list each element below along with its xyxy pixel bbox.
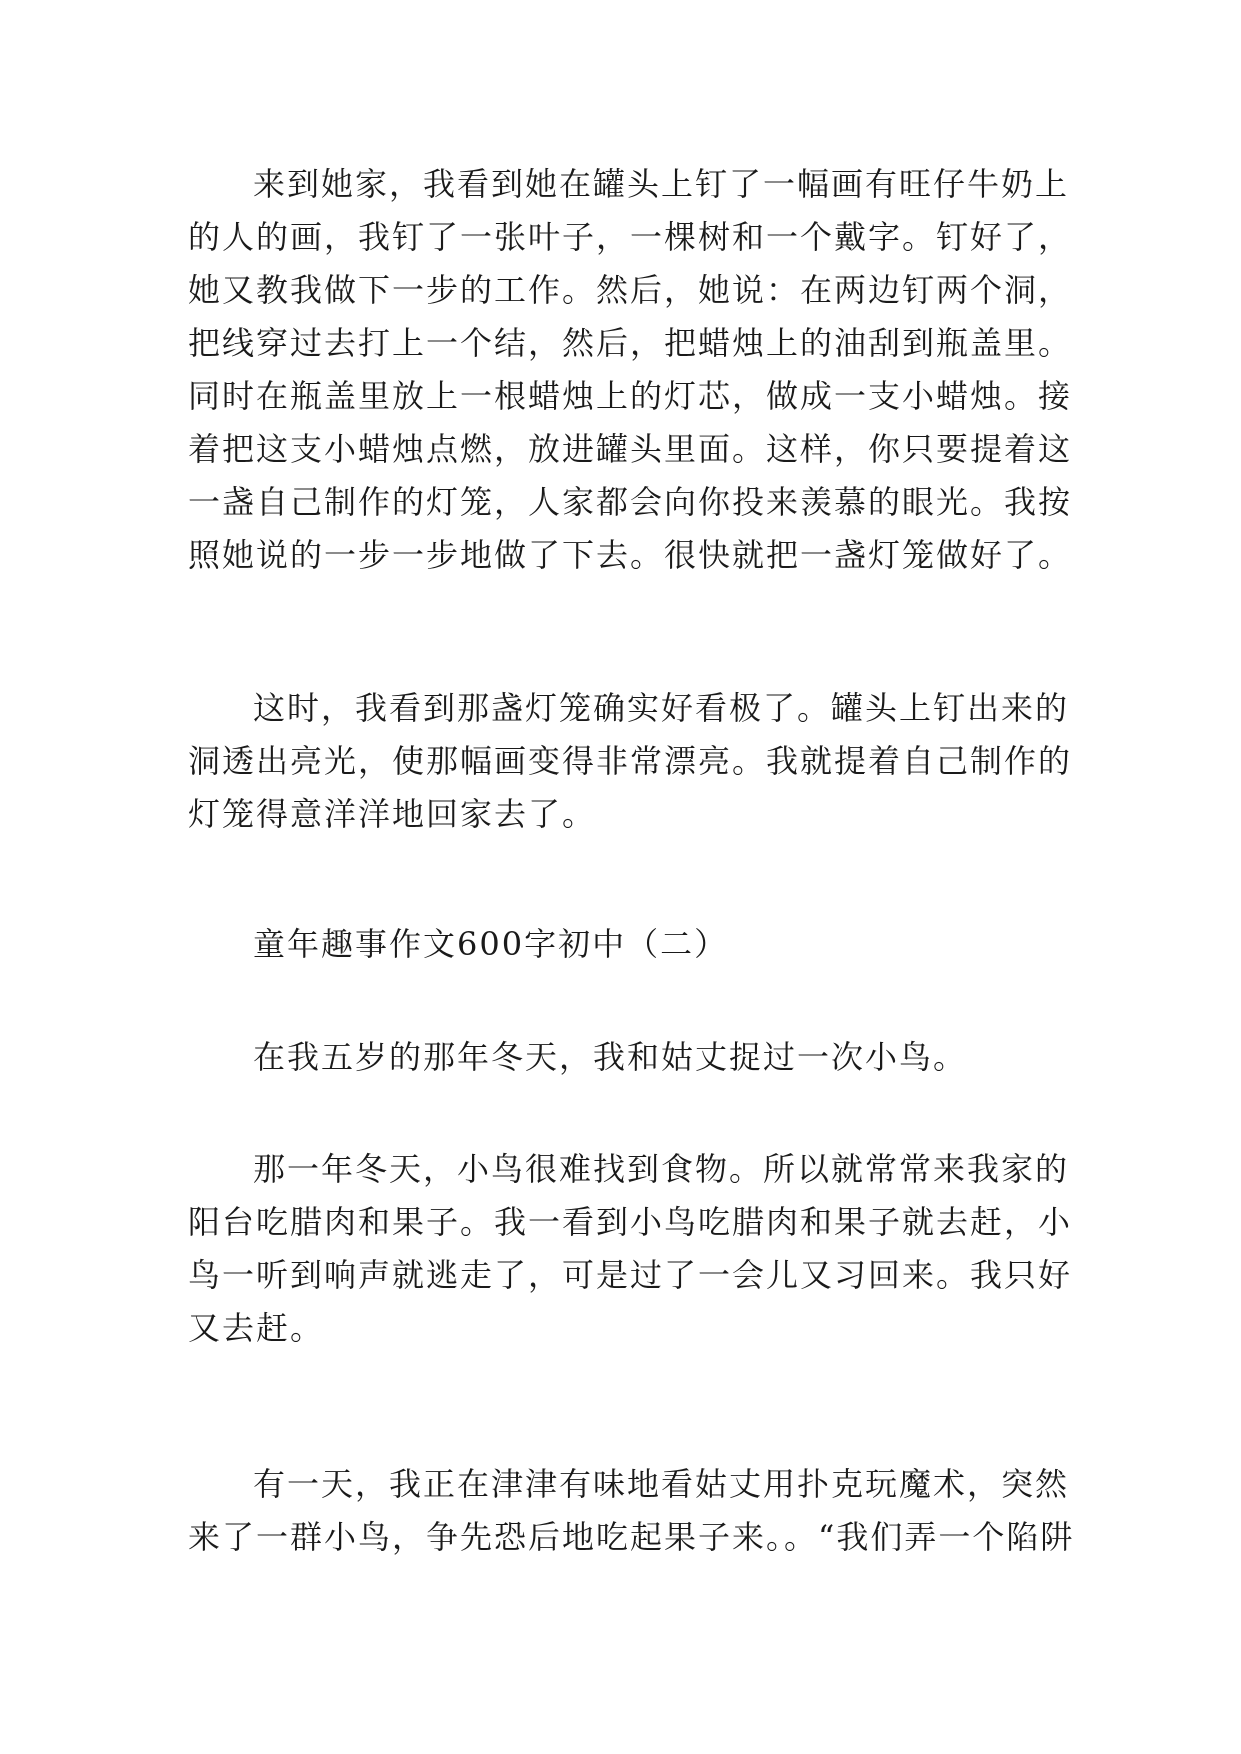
paragraph-line: 这时，我看到那盏灯笼确实好看极了。罐头上钉出来的 — [253, 689, 1070, 727]
paragraph-line: 鸟一听到响声就逃走了，可是过了一会儿又习回来。我只好 — [188, 1256, 1073, 1294]
section-heading — [188, 918, 1068, 971]
paragraph-line: 的人的画，我钉了一张叶子，一棵树和一个戴字。钉好了， — [188, 218, 1073, 256]
paragraph-birds-winter — [188, 1143, 1073, 1355]
paragraph-line: 又去赶。 — [188, 1309, 325, 1347]
paragraph-line: 一盏自己制作的灯笼，人家都会向你投来羡慕的眼光。我按 — [188, 483, 1073, 521]
paragraph-line: 同时在瓶盖里放上一根蜡烛上的灯芯，做成一支小蜡烛。接 — [188, 377, 1073, 415]
paragraph-line: 来到她家，我看到她在罐头上钉了一幅画有旺仔牛奶上 — [253, 165, 1070, 203]
paragraph-one-day — [188, 1458, 1075, 1564]
paragraph-line: 灯笼得意洋洋地回家去了。 — [188, 795, 597, 833]
paragraph-line: 洞透出亮光，使那幅画变得非常漂亮。我就提着自己制作的 — [188, 742, 1073, 780]
paragraph-lantern-making — [188, 158, 1073, 582]
paragraph-line: 把线穿过去打上一个结，然后，把蜡烛上的油刮到瓶盖里。 — [188, 324, 1073, 362]
paragraph-line: 她又教我做下一步的工作。然后，她说：在两边钉两个洞， — [188, 271, 1073, 309]
paragraph-lantern-result — [188, 682, 1073, 841]
paragraph-line: 着把这支小蜡烛点燃，放进罐头里面。这样，你只要提着这 — [188, 430, 1073, 468]
paragraph-line: 阳台吃腊肉和果子。我一看到小鸟吃腊肉和果子就去赶，小 — [188, 1203, 1073, 1241]
paragraph-line: 有一天，我正在津津有味地看姑丈用扑克玩魔术，突然 — [253, 1465, 1070, 1503]
paragraph-line: 那一年冬天，小鸟很难找到食物。所以就常常来我家的 — [253, 1150, 1070, 1188]
paragraph-line: 照她说的一步一步地做了下去。很快就把一盏灯笼做好了。 — [188, 536, 1073, 574]
paragraph-line: 来了一群小鸟，争先恐后地吃起果子来。。“我们弄一个陷阱 — [188, 1518, 1075, 1556]
paragraph-intro — [188, 1031, 1068, 1084]
section-heading-text: 童年趣事作文600字初中（二） — [253, 925, 729, 963]
paragraph-line: 在我五岁的那年冬天，我和姑丈捉过一次小鸟。 — [253, 1038, 968, 1076]
